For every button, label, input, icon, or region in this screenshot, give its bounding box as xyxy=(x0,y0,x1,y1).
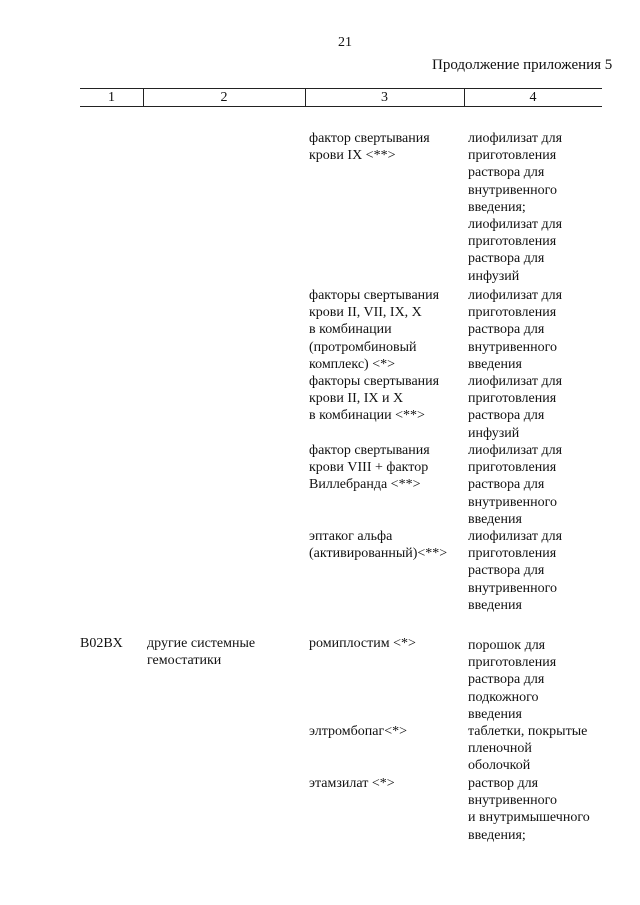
drug-name: факторы свертывания крови II, IX и X в комбинации <**> xyxy=(309,374,440,424)
drug-name: этамзилат <*> xyxy=(309,776,395,791)
group-title: другие системные гемостатики xyxy=(147,636,256,669)
column-header-1: 1 xyxy=(108,90,115,105)
continuation-title: Продолжение приложения 5 xyxy=(432,57,613,73)
dosage-form: лиофилизат для приготовления раствора для инфузий xyxy=(468,374,563,441)
dosage-form: таблетки, покрытые пленочной оболочкой xyxy=(468,724,588,774)
column-header-4: 4 xyxy=(529,90,537,105)
drug-name: факторы свертывания крови II, VII, IX, X в комбинации (протромбиновый комплекс) <*> xyxy=(309,288,440,372)
drug-name: фактор свертывания крови IX <**> xyxy=(309,131,430,164)
dosage-form: лиофилизат для приготовления раствора для внутривенного введения xyxy=(468,443,563,527)
dosage-form: лиофилизат для приготовления раствора для внутривенного введения xyxy=(468,288,563,372)
page-number: 21 xyxy=(338,35,352,50)
column-header-2: 2 xyxy=(220,90,228,105)
column-header-3: 3 xyxy=(381,90,388,105)
dosage-form: лиофилизат для приготовления раствора для внутривенного введения; лиофилизат для приготовления раствора для инфузий xyxy=(468,131,563,284)
dosage-form: лиофилизат для приготовления раствора для внутривенного введения xyxy=(468,529,563,613)
drug-name: фактор свертывания крови VIII + фактор Виллебранда <**> xyxy=(309,443,430,493)
drug-name: элтромбопаг<*> xyxy=(309,724,407,739)
drug-name: эптаког альфа (активированный)<**> xyxy=(309,529,448,562)
table-header xyxy=(80,88,602,107)
dosage-form: порошок для приготовления раствора для подкожного введения xyxy=(468,638,557,722)
drug-name: ромиплостим <*> xyxy=(309,636,416,651)
atc-code: B02BX xyxy=(80,636,123,651)
dosage-form: раствор для внутривенного и внутримышечного введения; xyxy=(468,776,590,843)
